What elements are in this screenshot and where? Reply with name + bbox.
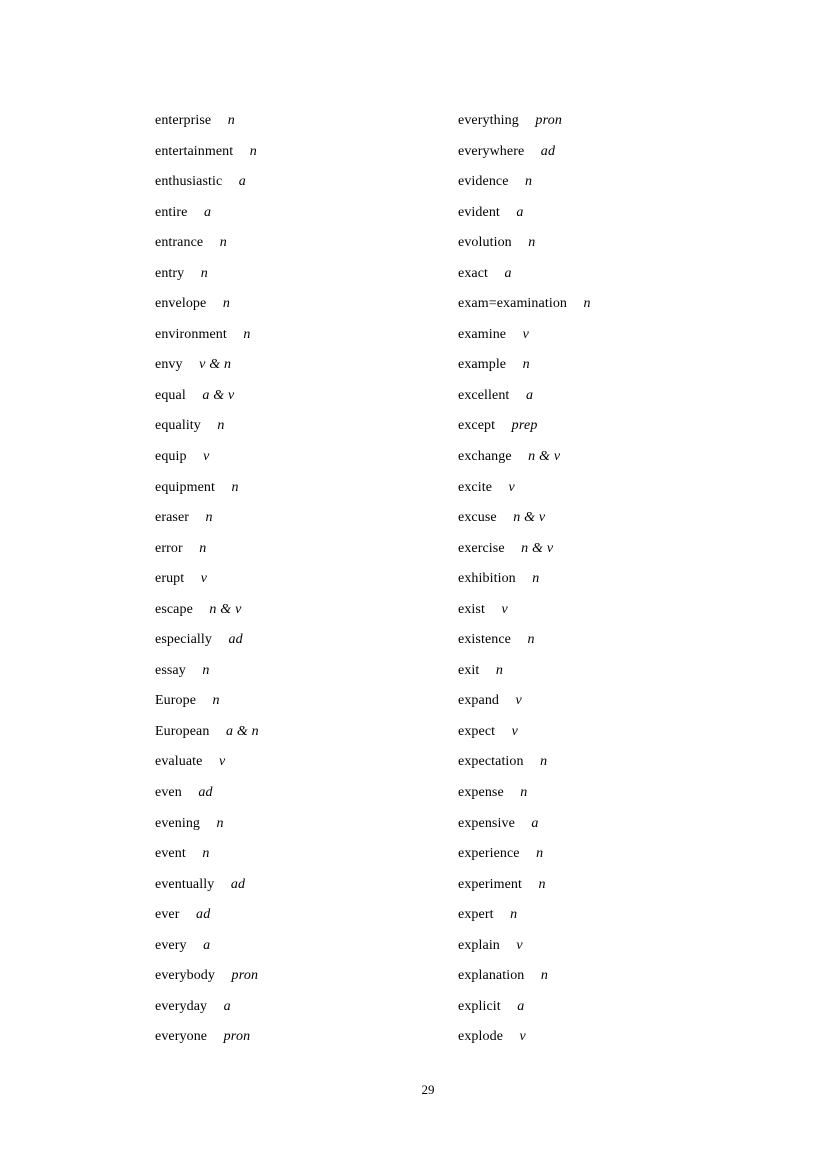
page-number: 29 (421, 1082, 435, 1097)
word-text: equal (155, 387, 186, 403)
word-entry (458, 595, 758, 626)
pos-tag: n (583, 296, 591, 312)
word-entry (155, 778, 455, 809)
pos-tag: n (249, 143, 257, 159)
pos-tag: n (522, 357, 530, 373)
word-text: evidence (458, 174, 509, 190)
word-entry (155, 350, 455, 381)
word-entry (458, 320, 758, 351)
word-entry (155, 320, 455, 351)
word-entry (458, 931, 758, 962)
pos-tag: pron (223, 1029, 251, 1045)
word-text: explain (458, 937, 500, 953)
word-text: expensive (458, 815, 515, 831)
pos-tag: n (510, 907, 518, 923)
word-text: equip (155, 449, 187, 465)
word-text: excuse (458, 510, 497, 526)
word-entry (458, 534, 758, 565)
pos-tag: n (200, 265, 208, 281)
pos-tag: a (525, 387, 534, 403)
word-text: evaluate (155, 754, 203, 770)
word-entry (458, 992, 758, 1023)
word-text: especially (155, 632, 212, 648)
pos-tag: a (531, 815, 539, 831)
word-entry (458, 259, 758, 290)
pos-tag: n (231, 479, 239, 495)
pos-tag: n (219, 235, 227, 251)
pos-tag: a (516, 204, 524, 220)
word-entry (155, 381, 455, 412)
word-entry (458, 686, 758, 717)
pos-tag: a & v (202, 387, 235, 403)
pos-tag: v (519, 1029, 526, 1045)
word-entry (155, 961, 455, 992)
word-entry (155, 564, 455, 595)
word-entry (155, 839, 455, 870)
pos-tag: ad (198, 785, 213, 801)
pos-tag: n (540, 754, 548, 770)
word-text: expense (458, 785, 504, 801)
pos-tag: n (520, 785, 528, 801)
word-entry (458, 656, 758, 687)
word-entry (458, 137, 758, 168)
pos-tag: v (522, 326, 530, 342)
pos-tag: n & v (209, 601, 242, 617)
pos-tag: a (203, 937, 211, 953)
word-entry (155, 198, 455, 229)
pos-tag: v (511, 723, 519, 739)
pos-tag: n & v (521, 540, 554, 556)
pos-tag: v (218, 754, 226, 770)
word-entry (155, 870, 455, 901)
word-text: entry (155, 265, 185, 281)
pos-tag: a (517, 998, 525, 1014)
word-text: escape (155, 601, 193, 617)
word-entry (155, 931, 455, 962)
word-text: evolution (458, 235, 512, 251)
pos-tag: n (222, 296, 231, 312)
word-entry (155, 809, 455, 840)
pos-tag: n (536, 846, 544, 862)
pos-tag: ad (540, 143, 556, 159)
word-text: expect (458, 723, 496, 739)
word-text: excite (458, 479, 493, 495)
word-text: enterprise (155, 113, 212, 128)
pos-tag: ad (230, 876, 246, 892)
word-text: ever (155, 907, 180, 923)
word-text: erupt (155, 571, 185, 587)
word-entry (155, 503, 455, 534)
word-entry (155, 1022, 455, 1053)
word-text: exist (458, 601, 485, 617)
pos-tag: n (495, 662, 504, 678)
word-list-column-left (155, 106, 455, 1053)
pos-tag: n (202, 846, 210, 862)
pos-tag: n & v (528, 449, 561, 465)
word-text: except (458, 418, 496, 434)
word-entry (458, 167, 758, 198)
word-entry (155, 411, 455, 442)
word-entry (458, 228, 758, 259)
word-text: everything (458, 113, 519, 128)
word-text: exchange (458, 449, 512, 465)
pos-tag: n (525, 174, 533, 190)
word-entry (458, 961, 758, 992)
word-text: eventually (155, 876, 215, 892)
pos-tag: n (532, 571, 540, 587)
word-text: explicit (458, 998, 501, 1014)
pos-tag: ad (196, 907, 211, 923)
word-entry (155, 228, 455, 259)
word-entry (458, 809, 758, 840)
pos-tag: pron (535, 113, 563, 128)
word-entry (458, 778, 758, 809)
word-entry (155, 625, 455, 656)
word-text: error (155, 540, 183, 556)
word-text: every (155, 937, 187, 953)
word-entry (458, 198, 758, 229)
word-entry (458, 411, 758, 442)
word-entry (155, 595, 455, 626)
word-text: equipment (155, 479, 215, 495)
pos-tag: n (205, 510, 213, 526)
word-entry (155, 167, 455, 198)
pos-tag: n (216, 815, 224, 831)
word-entry (155, 992, 455, 1023)
word-entry (155, 442, 455, 473)
word-entry (155, 137, 455, 168)
word-entry (155, 534, 455, 565)
word-text: explode (458, 1029, 504, 1045)
pos-tag: n (540, 968, 549, 984)
word-text: event (155, 846, 186, 862)
word-text: expert (458, 907, 494, 923)
word-entry (155, 259, 455, 290)
word-text: environment (155, 326, 227, 342)
word-text: everyone (155, 1029, 208, 1045)
word-text: exact (458, 265, 489, 281)
word-entry (155, 656, 455, 687)
word-text: evening (155, 815, 201, 831)
pos-tag: n (202, 662, 210, 678)
word-entry (458, 473, 758, 504)
word-text: exam=examination (458, 296, 568, 312)
pos-tag: n (528, 235, 536, 251)
word-text: equality (155, 418, 201, 434)
pos-tag: a (203, 204, 212, 220)
word-text: exit (458, 662, 480, 678)
word-text: excellent (458, 387, 510, 403)
word-entry (458, 870, 758, 901)
word-entry (155, 717, 455, 748)
pos-tag: v (203, 449, 210, 465)
pos-tag: a & n (225, 723, 259, 739)
word-text: existence (458, 632, 511, 648)
word-text: exercise (458, 540, 505, 556)
pos-tag: n (243, 326, 251, 342)
word-text: entire (155, 204, 188, 220)
word-text: entrance (155, 235, 204, 251)
word-text: envelope (155, 296, 207, 312)
word-text: enthusiastic (155, 174, 223, 190)
word-entry (458, 289, 758, 320)
pos-tag: a (504, 265, 512, 281)
pos-tag: n (217, 418, 225, 434)
word-text: envy (155, 357, 183, 373)
pos-tag: n (527, 632, 535, 648)
pos-tag: n (212, 693, 220, 709)
word-text: entertainment (155, 143, 234, 159)
word-entry (458, 747, 758, 778)
word-entry (458, 503, 758, 534)
pos-tag: v (501, 601, 508, 617)
pos-tag: n (199, 540, 207, 556)
word-entry (155, 473, 455, 504)
word-text: explanation (458, 968, 525, 984)
pos-tag: prep (511, 418, 538, 434)
word-entry (458, 106, 758, 137)
word-entry (458, 350, 758, 381)
pos-tag: n (227, 113, 235, 128)
word-text: everyday (155, 998, 208, 1014)
word-entry (155, 686, 455, 717)
word-text: Europe (155, 693, 197, 709)
word-entry (458, 717, 758, 748)
word-text: example (458, 357, 507, 373)
word-text: eraser (155, 510, 190, 526)
word-text: exhibition (458, 571, 516, 587)
pos-tag: n & v (513, 510, 546, 526)
word-text: European (155, 723, 210, 739)
word-text: experience (458, 846, 520, 862)
word-entry (458, 381, 758, 412)
word-text: even (155, 785, 182, 801)
word-text: expand (458, 693, 500, 709)
pos-tag: ad (228, 632, 243, 648)
pos-tag: v (200, 571, 208, 587)
pos-tag: v (515, 693, 522, 709)
word-entry (155, 900, 455, 931)
word-entry (458, 564, 758, 595)
word-entry (458, 625, 758, 656)
word-entry (155, 106, 455, 137)
pos-tag: v & n (199, 357, 232, 373)
word-text: everywhere (458, 143, 525, 159)
word-text: everybody (155, 968, 215, 984)
word-entry (458, 442, 758, 473)
pos-tag: n (538, 876, 546, 892)
pos-tag: v (516, 937, 523, 953)
word-entry (458, 839, 758, 870)
word-entry (458, 1022, 758, 1053)
word-text: evident (458, 204, 500, 220)
word-text: examine (458, 326, 507, 342)
word-text: experiment (458, 876, 522, 892)
pos-tag: v (508, 479, 515, 495)
word-text: essay (155, 662, 186, 678)
word-entry (458, 900, 758, 931)
word-text: expectation (458, 754, 524, 770)
pos-tag: a (223, 998, 231, 1014)
word-entry (155, 289, 455, 320)
pos-tag: a (238, 174, 246, 190)
pos-tag: pron (231, 968, 259, 984)
word-entry (155, 747, 455, 778)
word-list-column-right (458, 106, 758, 1053)
